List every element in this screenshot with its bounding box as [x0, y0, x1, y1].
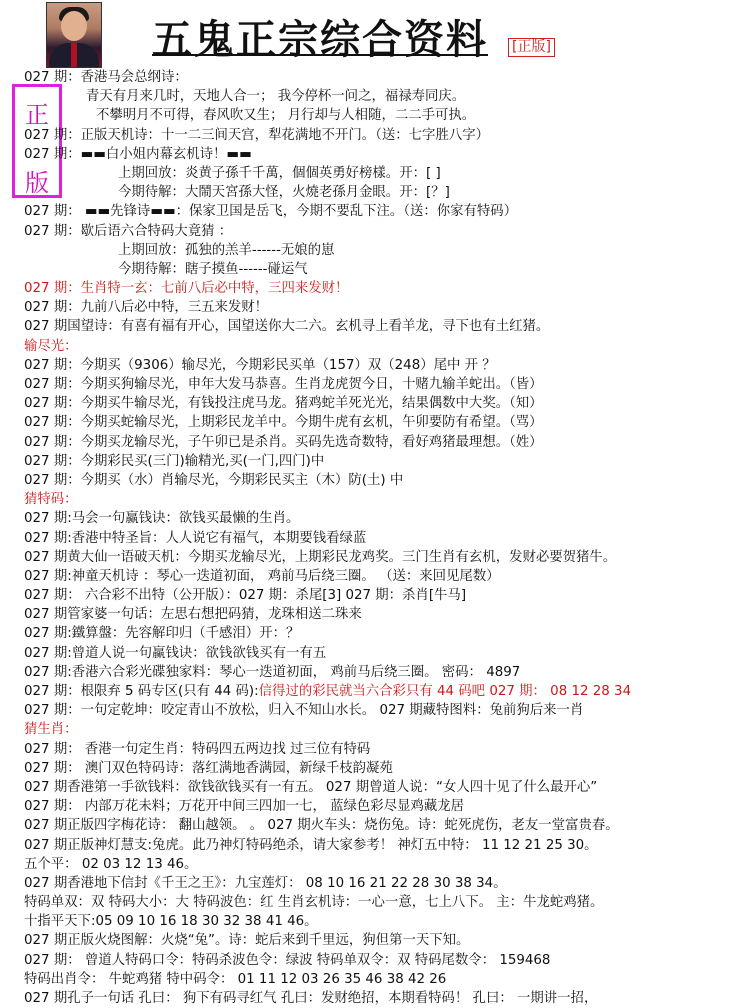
- text-line: 027 期： 澳门双色特码诗：落红满地香满园，新绿千枝韵凝苑: [24, 760, 393, 776]
- text-line: 027 期正版神灯慧支:兔虎。此乃神灯特码绝杀，请大家参考！ 神灯五中特： 11 12 21 25 30。: [24, 837, 598, 853]
- text-line: 027 期:曾道人说一句赢钱诀：欲钱欲钱买有一有五: [24, 645, 327, 661]
- text-line: 特码出肖令： 牛蛇鸡猪 特中码令： 01 11 12 03 26 35 46 38 42 26: [24, 971, 447, 987]
- text-line: 027 期:马会一句赢钱诀：欲钱买最懒的生肖。: [24, 511, 300, 527]
- text-line: 027 期：生肖特一玄：七前八后必中特，三四来发财！: [24, 281, 349, 297]
- text-line: 不攀明月不可得，春风吹又生； 月行却与人相随，二二手可执。: [96, 108, 476, 124]
- text-line: 特码单双：双 特码大小：大 特码波色：红 生肖玄机诗：一心一意，七上八下。 主：牛龙蛇鸡猪。: [24, 895, 604, 911]
- text-line: 027 期： 内部万花未料；万花开中间三四加一七， 蓝绿色彩尽显鸡藏龙居: [24, 799, 465, 815]
- text-line: 今期待解：瞎子摸鱼------碰运气: [118, 261, 308, 277]
- text-line: 027 期：▬▬白小姐内幕玄机诗！▬▬: [24, 146, 252, 162]
- text-line: 027 期：今期买龙输尽光，子午卯已是杀肖。买码先选奇数特，看好鸡猪最理想。（姓）: [24, 434, 543, 450]
- text-line: 猜特码：: [24, 492, 78, 508]
- text-line: 027 期：今期买（水）肖输尽光，今期彩民买主（木）防(土) 中: [24, 472, 404, 488]
- text-line: 027 期：一句定乾坤：咬定青山不放松，归入不知山水长。 027 期藏特图料：兔前狗后来一肖: [24, 703, 584, 719]
- text-line: 027 期： ▬▬先锋诗▬▬：保家卫国是岳飞，今期不要乱下注。（送：你家有特码）: [24, 204, 518, 220]
- text-line: 上期回放：孤独的羔羊------无娘的崽: [118, 242, 335, 258]
- text-line: 027 期:神童天机诗 ：琴心一迭道初面， 鸡前马后绕三圈。 （送：来回见尾数）: [24, 568, 500, 584]
- stamp-char-top: 正: [25, 101, 49, 129]
- text-line: 027 期香港地下信封《千王之王》：九宝莲灯： 08 10 16 21 22 28 30 38 34。: [24, 875, 507, 891]
- text-line: 今期待解：大鬧天宮孫大怪，火燒老孫月金眼。开：[？]: [118, 185, 450, 201]
- text-line: 027 期黄大仙一语破天机：今期买龙输尽光，上期彩民龙鸡奖。三门生肖有玄机，发财必要贺猪牛。: [24, 549, 617, 565]
- text-line: 027 期：今期买牛输尽光，有钱投注虎马龙。猪鸡蛇羊死光光，结果偶数中大奖。（知）: [24, 396, 543, 412]
- text-line: 027 期：今期彩民买(三门)输精光,买(一门,四门)中: [24, 453, 325, 469]
- content-lines: [24, 68, 740, 1008]
- text-line: 027 期：根限弃 5 码专区(只有 44 码):信得过的彩民就当六合彩只有 44 码吧 027 期： 08 12 28 34: [24, 684, 632, 699]
- stamp-char-bottom: 版: [25, 169, 49, 197]
- page-title: 五鬼正宗综合资料: [152, 16, 488, 63]
- text-line: 027 期：香港马会总纲诗：: [24, 70, 188, 85]
- text-line: 027 期：正版天机诗：十一二三间天宫，犁花满地不开门。（送：七字胜八字）: [24, 127, 490, 143]
- text-line: 027 期孔子一句话 孔曰： 狗下有码寻红气 孔曰：发财绝招，本期看特码！ 孔曰： 一期讲一招，: [24, 991, 598, 1006]
- text-line: 五个平： 02 03 12 13 46。: [24, 856, 198, 872]
- text-line: 猜生肖：: [24, 722, 78, 738]
- text-line: 027 期:香港中特圣旨：人人说它有福气，本期要钱看绿蓝: [24, 530, 367, 546]
- text-line: 上期回放：炎黄子孫千千萬，個個英勇好榜樣。开：[ ]: [118, 165, 441, 181]
- text-line: 027 期： 曾道人特码口令：特码杀波色令：绿波 特码单双令：双 特码尾数令： 159468: [24, 952, 551, 968]
- text-line: 027 期：歇后语六合特码大竟猜 ：: [24, 223, 233, 239]
- text-line: 027 期国望诗：有喜有福有开心，国望送你大二六。玄机寻上看羊龙，寻下也有土红猪。: [24, 319, 550, 335]
- text-line: 027 期：九前八后必中特，三五来发财！: [24, 300, 269, 316]
- text-line: 027 期： 六合彩不出特（公开版）：027 期：杀尾[3] 027 期：杀肖[牛马]: [24, 588, 467, 604]
- text-line: 输尽光：: [24, 338, 78, 354]
- text-line: 青天有月来几时，天地人合一； 我今停杯一问之，福禄寿同庆。: [86, 89, 466, 105]
- text-line: 十指平天下:05 09 10 16 18 30 32 38 41 46。: [24, 914, 318, 930]
- text-line: 027 期： 香港一句定生肖：特码四五两边找 过三位有特码: [24, 741, 371, 757]
- text-line: 027 期:鐵算盤：先容解印归（千感泪）开：？: [24, 626, 300, 642]
- text-line: 027 期管家婆一句话：左思右想把码猜，龙珠相送二珠来: [24, 607, 362, 623]
- text-line: 027 期正版四字梅花诗： 翻山越领。 。 027 期火车头：烧伤兔。诗：蛇死虎伤，老友一堂富贵春。: [24, 818, 619, 834]
- text-line: 027 期:香港六合彩光碟独家料：琴心一迭道初面， 鸡前马后绕三圈。 密码： 4897: [24, 664, 521, 680]
- text-line: 027 期：今期买蛇输尽光，上期彩民龙羊中。今期牛虎有玄机，午卯要防有希望。（骂）: [24, 415, 543, 431]
- text-line: 027 期香港第一手欲钱料：欲钱欲钱买有一有五。 027 期曾道人说：“女人四十见了什么最开心”: [24, 779, 598, 795]
- text-line: 027 期正版火烧图解：火烧“兔”。诗：蛇后来到千里远，狗但第一天下知。: [24, 933, 470, 949]
- text-line: 027 期：今期买（9306）输尽光，今期彩民买单（157）双（248）尾中 开 ？: [24, 357, 496, 373]
- edition-badge: [正版]: [508, 38, 555, 57]
- text-line: 027 期：今期买狗输尽光，申年大发马恭喜。生肖龙虎贺今日，十赌九输羊蛇出。（皆）: [24, 377, 543, 392]
- portrait-photo-icon: [46, 2, 102, 68]
